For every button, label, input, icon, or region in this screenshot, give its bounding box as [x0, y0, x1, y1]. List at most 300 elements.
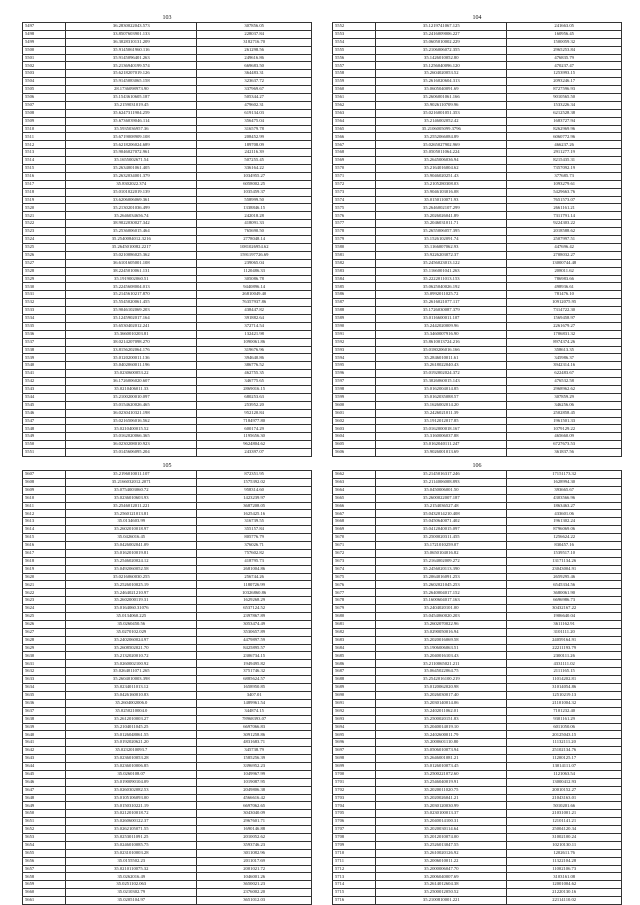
- code-cell: 35.2616020604.313: [376, 78, 507, 86]
- code-cell: 35.2632034001.379: [66, 172, 197, 180]
- row-id-cell: 5590: [333, 322, 376, 330]
- table-row: [333, 494, 622, 502]
- row-id-cell: 5512: [23, 141, 66, 149]
- value-cell: 466237.26: [507, 141, 622, 149]
- row-id-cell: 5555: [333, 46, 376, 54]
- value-cell: 356475.04: [197, 117, 312, 125]
- row-id-cell: 5641: [23, 739, 66, 747]
- value-cell: 7357092.19: [507, 165, 622, 173]
- row-id-cell: 5664: [333, 486, 376, 494]
- value-cell: 8262969.96: [507, 125, 622, 133]
- code-cell: 35.0492060052.58: [66, 565, 197, 573]
- value-cell: 323637.72: [197, 78, 312, 86]
- value-cell: 13000412.93: [507, 778, 622, 786]
- table-row: [333, 385, 622, 393]
- row-id-cell: 5581: [333, 251, 376, 259]
- code-cell: 35.2100200010.097: [66, 393, 197, 401]
- row-id-cell: 5631: [23, 660, 66, 668]
- value-cell: 8727596.93: [507, 86, 622, 94]
- row-id-cell: 5710: [333, 849, 376, 857]
- code-cell: 35.0754003060.72: [66, 486, 197, 494]
- code-cell: 35.9046020251.43: [376, 172, 507, 180]
- table-row: [333, 849, 622, 857]
- value-cell: 355157.84: [197, 526, 312, 534]
- table-row: [333, 502, 622, 510]
- row-id-cell: 5616: [23, 542, 66, 550]
- code-cell: 35.9145061960.116: [66, 46, 197, 54]
- code-cell: 35.0210400015.52: [66, 425, 197, 433]
- table-row: [333, 620, 622, 628]
- code-cell: 35.6719008909.108: [66, 133, 197, 141]
- code-cell: 36.3028310131.209: [66, 38, 197, 46]
- code-cell: 35.0260450.56: [66, 620, 197, 628]
- value-cell: 6885624.57: [197, 676, 312, 684]
- value-cell: 2011017.69: [197, 857, 312, 865]
- table-row: [333, 723, 622, 731]
- row-id-cell: 5695: [333, 731, 376, 739]
- value-cell: 25102134.76: [507, 747, 622, 755]
- value-cell: 1585256.39: [197, 755, 312, 763]
- table-row: [23, 54, 312, 62]
- table-row: [23, 818, 312, 826]
- row-id-cell: 5557: [333, 62, 376, 70]
- row-id-cell: 5562: [333, 101, 376, 109]
- table-row: [23, 644, 312, 652]
- row-id-cell: 5700: [333, 770, 376, 778]
- row-id-cell: 5506: [23, 94, 66, 102]
- data-table: [332, 22, 622, 457]
- code-cell: 35.0605010002.229: [376, 38, 507, 46]
- code-cell: 35.0262105071.55: [66, 826, 197, 834]
- row-id-cell: 5560: [333, 86, 376, 94]
- table-row: [23, 857, 312, 865]
- value-cell: 3407.01: [197, 691, 312, 699]
- row-id-cell: 5565: [333, 125, 376, 133]
- value-cell: 10326860.86: [197, 589, 312, 597]
- code-cell: 35.0605040091.69: [376, 86, 507, 94]
- code-cell: 35.2040014100.31: [376, 818, 507, 826]
- code-cell: 35.6247311904.259: [66, 109, 197, 117]
- table-row: [333, 409, 622, 417]
- code-cell: 35.0450640071.402: [376, 518, 507, 526]
- table-row: [23, 180, 312, 188]
- value-cell: 3687208.05: [197, 502, 312, 510]
- row-id-cell: 5650: [23, 810, 66, 818]
- table-row: [333, 747, 622, 755]
- row-id-cell: 5673: [333, 557, 376, 565]
- row-id-cell: 5637: [23, 707, 66, 715]
- table-row: [333, 322, 622, 330]
- row-id-cell: 5672: [333, 549, 376, 557]
- row-id-cell: 5628: [23, 636, 66, 644]
- row-id-cell: 5639: [23, 723, 66, 731]
- table-row: [23, 86, 312, 94]
- value-cell: 242116.39: [197, 149, 312, 157]
- code-cell: 35.0232010093.7: [66, 747, 197, 755]
- table-row: [23, 652, 312, 660]
- code-cell: 35.0162004014.85: [376, 385, 507, 393]
- value-cell: 1093279.61: [507, 180, 622, 188]
- value-cell: 4303566.96: [507, 494, 622, 502]
- code-cell: 35.2046031011.71: [376, 220, 507, 228]
- row-id-cell: 5529: [23, 275, 66, 283]
- table-row: [23, 699, 312, 707]
- table-row: [333, 243, 622, 251]
- value-cell: 391882.64: [197, 314, 312, 322]
- code-cell: 35.2616021077.117: [376, 299, 507, 307]
- row-id-cell: 5554: [333, 38, 376, 46]
- code-cell: 35.2646002107.299: [376, 204, 507, 212]
- code-cell: 35.0162020066.365: [66, 433, 197, 441]
- row-id-cell: 5538: [23, 346, 66, 354]
- table-row: [333, 94, 622, 102]
- row-id-cell: 5509: [23, 117, 66, 125]
- row-id-cell: 5684: [333, 644, 376, 652]
- page-number: 103: [162, 15, 172, 21]
- table-row: [333, 354, 622, 362]
- code-cell: 35.2145016317.246: [376, 471, 507, 479]
- row-id-cell: 5522: [23, 220, 66, 228]
- value-cell: 376026.71: [197, 542, 312, 550]
- value-cell: 507255.45: [197, 157, 312, 165]
- value-cell: 1256624.22: [507, 534, 622, 542]
- value-cell: 3942314.16: [507, 362, 622, 370]
- code-cell: 35.3660010203.81: [66, 330, 197, 338]
- row-id-cell: 5651: [23, 818, 66, 826]
- row-id-cell: 5599: [333, 393, 376, 401]
- code-cell: 35.2426021011.39: [376, 409, 507, 417]
- table-row: [333, 778, 622, 786]
- code-cell: 35.3460007916.90: [376, 330, 507, 338]
- code-cell: 35.2645006036.94: [376, 157, 507, 165]
- value-cell: 2093246.17: [507, 78, 622, 86]
- value-cell: 470237.47: [507, 62, 622, 70]
- table-row: [333, 699, 622, 707]
- table-row: [333, 628, 622, 636]
- row-id-cell: 5647: [23, 786, 66, 794]
- table-row: [23, 449, 312, 457]
- row-id-cell: 5608: [23, 478, 66, 486]
- value-cell: 2300111.26: [507, 652, 622, 660]
- table-row: [23, 38, 312, 46]
- code-cell: 35.2552066084.89: [376, 133, 507, 141]
- table-row: [333, 534, 622, 542]
- code-cell: 35.0253011091.25: [66, 833, 197, 841]
- code-cell: 35.2020011020.75: [376, 786, 507, 794]
- table-row: [333, 794, 622, 802]
- value-cell: 2397867.89: [197, 613, 312, 621]
- value-cell: 11002106.73: [507, 865, 622, 873]
- value-cell: 1019087.95: [197, 778, 312, 786]
- table-row: [333, 676, 622, 684]
- value-cell: 4831683.71: [197, 739, 312, 747]
- row-id-cell: 5566: [333, 133, 376, 141]
- table-row: [333, 86, 622, 94]
- table-row: [333, 299, 622, 307]
- row-id-cell: 5584: [333, 275, 376, 283]
- code-cell: 35.2020016069.58: [376, 636, 507, 644]
- table-row: [333, 715, 622, 723]
- code-cell: 36.0230208010.923: [66, 441, 197, 449]
- value-cell: 2911277.19: [507, 149, 622, 157]
- code-cell: 35.3026060015.143: [376, 378, 507, 386]
- code-cell: 35.2546020024.12: [66, 557, 197, 565]
- table-row: [23, 841, 312, 849]
- code-cell: 35.0230600053.22: [66, 370, 197, 378]
- table-row: [333, 275, 622, 283]
- value-cell: 3593746.23: [197, 841, 312, 849]
- table-row: [333, 857, 622, 865]
- value-cell: 364483.31: [197, 70, 312, 78]
- row-id-cell: 5533: [23, 307, 66, 315]
- table-row: [333, 212, 622, 220]
- table-row: [23, 141, 312, 149]
- value-cell: 1034955.27: [197, 172, 312, 180]
- code-cell: 35.2402060024.97: [66, 636, 197, 644]
- value-cell: 31014054.86: [507, 684, 622, 692]
- table-row: [23, 188, 312, 196]
- row-id-cell: 5603: [333, 425, 376, 433]
- value-cell: 8425895.57: [197, 644, 312, 652]
- table-row: [333, 565, 622, 573]
- table-row: [23, 299, 312, 307]
- code-cell: 35.2645010082.2217: [66, 243, 197, 251]
- row-id-cell: 5570: [333, 165, 376, 173]
- value-cell: 1690146.88: [197, 826, 312, 834]
- code-cell: 35.1526102091.74: [376, 236, 507, 244]
- code-cell: 35.2604010003.398: [66, 676, 197, 684]
- value-cell: 1090061.86: [197, 338, 312, 346]
- code-cell: 35.0210110075.32: [66, 865, 197, 873]
- row-id-cell: 5617: [23, 549, 66, 557]
- table-row: [23, 518, 312, 526]
- row-id-cell: 5545: [23, 401, 66, 409]
- table-row: [23, 251, 312, 259]
- value-cell: 337969.67: [197, 86, 312, 94]
- table-row: [333, 101, 622, 109]
- row-id-cell: 5618: [23, 557, 66, 565]
- value-cell: 465660.09: [507, 433, 622, 441]
- table-row: [333, 833, 622, 841]
- table-row: [333, 346, 622, 354]
- row-id-cell: 5580: [333, 243, 376, 251]
- code-cell: 33.8156202064.176: [66, 346, 197, 354]
- row-id-cell: 5534: [23, 314, 66, 322]
- code-cell: 35.2196010011.107: [66, 471, 197, 479]
- table-row: [23, 589, 312, 597]
- value-cell: 498936.61: [507, 283, 622, 291]
- row-id-cell: 5499: [23, 38, 66, 46]
- code-cell: 35.2130201036.499: [66, 204, 197, 212]
- row-id-cell: 5564: [333, 117, 376, 125]
- code-cell: 35.2546040019.91: [376, 778, 507, 786]
- row-id-cell: 5694: [333, 723, 376, 731]
- code-cell: 35.1600604017.163: [376, 597, 507, 605]
- row-id-cell: 5550: [23, 441, 66, 449]
- table-row: [333, 644, 622, 652]
- table-row: [23, 565, 312, 573]
- code-cell: 35.1912012017.85: [376, 417, 507, 425]
- code-cell: 35.0625040026.192: [376, 283, 507, 291]
- code-cell: 35.2646034656.74: [66, 212, 197, 220]
- code-cell: 35.2416009006.227: [376, 30, 507, 38]
- row-id-cell: 5574: [333, 196, 376, 204]
- row-id-cell: 5579: [333, 236, 376, 244]
- code-cell: 35.2560121013.81: [66, 510, 197, 518]
- row-id-cell: 5583: [333, 267, 376, 275]
- code-cell: 35.0412040015.097: [376, 526, 507, 534]
- value-cell: 361837.56: [507, 449, 622, 457]
- row-id-cell: 5665: [333, 494, 376, 502]
- value-cell: 3101111.20: [507, 628, 622, 636]
- value-cell: 3680061.90: [507, 589, 622, 597]
- row-id-cell: 5670: [333, 534, 376, 542]
- row-id-cell: 5681: [333, 620, 376, 628]
- row-id-cell: 5713: [333, 873, 376, 881]
- table-row: [333, 786, 622, 794]
- value-cell: 2111165.15: [507, 668, 622, 676]
- code-cell: 35.9046103016.08: [376, 188, 507, 196]
- table-row: [23, 739, 312, 747]
- row-id-cell: 5528: [23, 267, 66, 275]
- code-cell: 35.2104011045.25: [66, 723, 197, 731]
- value-cell: 1079129.22: [507, 425, 622, 433]
- value-cell: 208452.99: [197, 133, 312, 141]
- value-cell: 8974374.26: [507, 338, 622, 346]
- row-id-cell: 5501: [23, 54, 66, 62]
- value-cell: 336164.22: [197, 165, 312, 173]
- value-cell: 8796069.06: [507, 526, 622, 534]
- table-row: [333, 478, 622, 486]
- row-id-cell: 5513: [23, 149, 66, 157]
- code-cell: 35.2030140014.06: [376, 699, 507, 707]
- row-id-cell: 5576: [333, 212, 376, 220]
- row-id-cell: 5657: [23, 865, 66, 873]
- value-cell: 9624804.62: [197, 441, 312, 449]
- table-row: [333, 518, 622, 526]
- value-cell: 669683.50: [197, 62, 312, 70]
- value-cell: 21043163.01: [507, 794, 622, 802]
- code-cell: 35.1906006063.51: [376, 644, 507, 652]
- code-cell: 36.2830022043.573: [66, 23, 197, 31]
- code-cell: 35.9046102069.203: [66, 307, 197, 315]
- code-cell: 35.2546012011.221: [66, 502, 197, 510]
- table-row: [23, 889, 312, 897]
- code-cell: 35.0134060.225: [66, 613, 197, 621]
- table-row: [23, 46, 312, 54]
- value-cell: 1049967.99: [197, 770, 312, 778]
- value-cell: 1121063.54: [507, 770, 622, 778]
- value-cell: 24059164.91: [507, 636, 622, 644]
- table-row: [333, 581, 622, 589]
- table-row: [333, 330, 622, 338]
- value-cell: 4331111.02: [507, 660, 622, 668]
- row-id-cell: 5537: [23, 338, 66, 346]
- data-table: [22, 470, 312, 905]
- table-row: [333, 691, 622, 699]
- value-cell: 11322104.28: [507, 857, 622, 865]
- table-row: [333, 157, 622, 165]
- row-id-cell: 5600: [333, 401, 376, 409]
- value-cell: 1195656.30: [197, 433, 312, 441]
- code-cell: 35.0162040111.247: [376, 441, 507, 449]
- value-cell: 2001021.72: [197, 865, 312, 873]
- table-row: [333, 220, 622, 228]
- code-cell: 35.0454060020.203: [376, 613, 507, 621]
- value-cell: 2502858.45: [507, 409, 622, 417]
- value-cell: 2965253.84: [507, 46, 622, 54]
- code-cell: 35.2646001081.21: [376, 755, 507, 763]
- table-page: [332, 14, 622, 457]
- value-cell: 239065.04: [197, 259, 312, 267]
- table-row: [23, 109, 312, 117]
- table-row: [333, 30, 622, 38]
- code-cell: 35.2640004017.152: [376, 589, 507, 597]
- value-cell: 243397.07: [197, 449, 312, 457]
- value-cell: 433601.06: [507, 510, 622, 518]
- code-cell: 35.2602021045.253: [376, 581, 507, 589]
- value-cell: 3611162.91: [507, 620, 622, 628]
- value-cell: 619134.03: [197, 109, 312, 117]
- table-row: [333, 652, 622, 660]
- value-cell: 3091258.86: [197, 731, 312, 739]
- code-cell: 35.0992011025.72: [376, 291, 507, 299]
- value-cell: 1569458.97: [507, 314, 622, 322]
- value-cell: 1081026954.62: [197, 243, 312, 251]
- table-row: [23, 133, 312, 141]
- row-id-cell: 5692: [333, 707, 376, 715]
- table-row: [23, 502, 312, 510]
- row-id-cell: 5708: [333, 833, 376, 841]
- row-id-cell: 5671: [333, 542, 376, 550]
- row-id-cell: 5675: [333, 573, 376, 581]
- row-id-cell: 5648: [23, 794, 66, 802]
- code-cell: 35.2000006047.70: [376, 865, 507, 873]
- row-id-cell: 5680: [333, 613, 376, 621]
- value-cell: 6537124.52: [197, 605, 312, 613]
- value-cell: 76357937.86: [197, 299, 312, 307]
- table-row: [333, 188, 622, 196]
- code-cell: 35.0190090104.09: [66, 778, 197, 786]
- row-id-cell: 5676: [333, 581, 376, 589]
- value-cell: 132421.98: [197, 330, 312, 338]
- table-row: [23, 346, 312, 354]
- code-cell: 35.2634001061.405: [66, 165, 197, 173]
- value-cell: 6060772.96: [507, 133, 622, 141]
- code-cell: 35.0134603.99: [66, 518, 197, 526]
- table-row: [333, 125, 622, 133]
- table-row: [23, 220, 312, 228]
- table-row: [333, 70, 622, 78]
- table-row: [333, 668, 622, 676]
- value-cell: 316739.55: [197, 518, 312, 526]
- table-row: [333, 236, 622, 244]
- code-cell: 35.0101022019.139: [66, 188, 197, 196]
- code-cell: 35.0505011064.224: [376, 149, 507, 157]
- table-row: [23, 165, 312, 173]
- code-cell: 35.2500012050.52: [376, 889, 507, 897]
- code-cell: 35.0155502.23: [66, 857, 197, 865]
- row-id-cell: 5674: [333, 565, 376, 573]
- table-row: [23, 441, 312, 449]
- row-id-cell: 5598: [333, 385, 376, 393]
- code-cell: 35.2526010025.19: [66, 581, 197, 589]
- code-cell: 35.0426016.45: [66, 534, 197, 542]
- code-cell: 35.0164060.31076: [66, 605, 197, 613]
- table-row: [333, 196, 622, 204]
- value-cell: 1961302.24: [507, 518, 622, 526]
- code-cell: 35.2500020151.83: [376, 715, 507, 723]
